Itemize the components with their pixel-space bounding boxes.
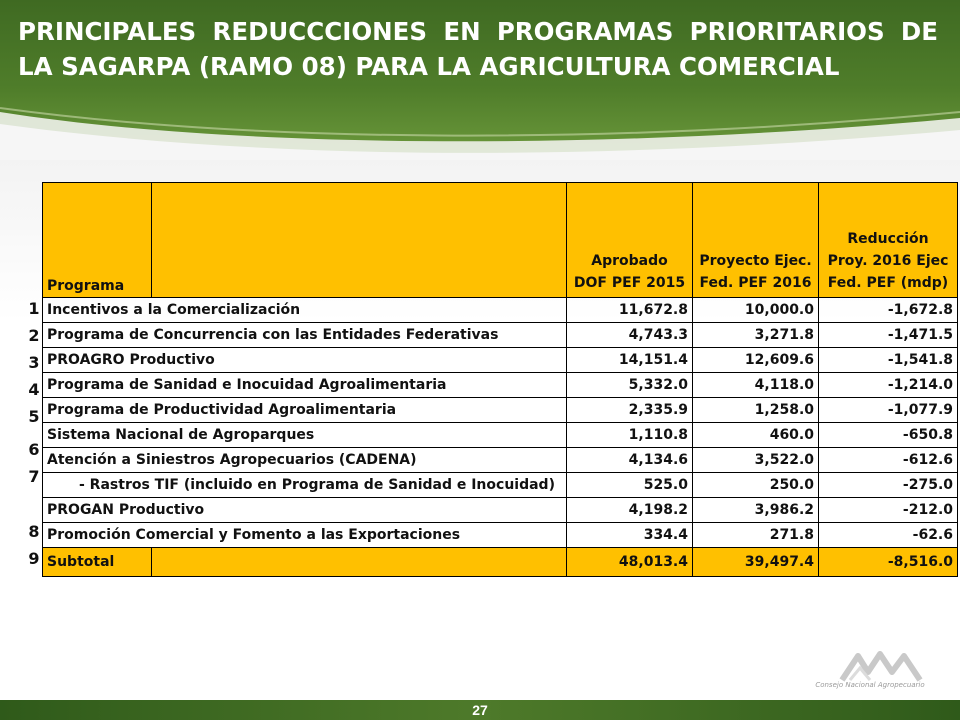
table-row	[43, 473, 958, 498]
slide-title: PRINCIPALES REDUCCCIONES EN PROGRAMAS PRIORITARIOS DE LA SAGARPA (RAMO 08) PARA LA AGRICULTURA COMERCIAL	[18, 17, 938, 81]
row-number: 7	[28, 467, 40, 486]
row-reduccion: -1,541.8	[819, 348, 958, 373]
row-aprobado: 1,110.8	[567, 423, 693, 448]
row-reduccion: -650.8	[819, 423, 958, 448]
header-aprobado-line1: Aprobado	[591, 253, 668, 269]
row-aprobado: 4,743.3	[567, 323, 693, 348]
header-proyecto-line2: Fed. PEF 2016	[699, 275, 812, 291]
reductions-table	[42, 182, 958, 577]
row-proyecto: 4,118.0	[693, 373, 819, 398]
header-blank	[152, 183, 567, 298]
total-proyecto: 39,497.4	[693, 548, 819, 577]
row-programa: PROAGRO Productivo	[43, 348, 567, 373]
header-reduccion-line3: Fed. PEF (mdp)	[827, 275, 949, 291]
header-aprobado	[567, 183, 693, 298]
row-number: 6	[28, 440, 40, 459]
row-programa: Programa de Concurrencia con las Entidades Federativas	[43, 323, 567, 348]
row-aprobado: 4,134.6	[567, 448, 693, 473]
row-proyecto: 12,609.6	[693, 348, 819, 373]
row-proyecto: 1,258.0	[693, 398, 819, 423]
row-number: 9	[28, 549, 40, 568]
row-number: 8	[28, 522, 40, 541]
row-programa: PROGAN Productivo	[43, 498, 567, 523]
row-programa: Programa de Productividad Agroalimentaria	[43, 398, 567, 423]
table-row	[43, 323, 958, 348]
row-proyecto: 460.0	[693, 423, 819, 448]
row-proyecto: 271.8	[693, 523, 819, 548]
total-aprobado: 48,013.4	[567, 548, 693, 577]
row-aprobado: 14,151.4	[567, 348, 693, 373]
table-row	[43, 373, 958, 398]
table-row	[43, 298, 958, 323]
header-reduccion-line2: Proy. 2016 Ejec	[827, 253, 949, 269]
row-aprobado: 334.4	[567, 523, 693, 548]
row-programa: Incentivos a la Comercialización	[43, 298, 567, 323]
table-row	[43, 448, 958, 473]
row-reduccion: -612.6	[819, 448, 958, 473]
total-blank	[152, 548, 567, 577]
logo-caption: Consejo Nacional Agropecuario	[815, 681, 925, 689]
table-row	[43, 523, 958, 548]
table-row	[43, 398, 958, 423]
row-proyecto: 3,271.8	[693, 323, 819, 348]
row-programa-sub: - Rastros TIF (incluido en Programa de Sanidad e Inocuidad)	[43, 473, 567, 498]
row-aprobado: 11,672.8	[567, 298, 693, 323]
row-reduccion: -212.0	[819, 498, 958, 523]
header-proyecto-line1: Proyecto Ejec.	[699, 253, 812, 269]
row-aprobado: 4,198.2	[567, 498, 693, 523]
row-programa: Sistema Nacional de Agroparques	[43, 423, 567, 448]
row-proyecto: 3,522.0	[693, 448, 819, 473]
header-aprobado-line2: DOF PEF 2015	[573, 275, 686, 291]
total-label: Subtotal	[43, 548, 152, 577]
row-programa: Atención a Siniestros Agropecuarios (CADENA)	[43, 448, 567, 473]
row-proyecto: 250.0	[693, 473, 819, 498]
row-number: 2	[28, 326, 40, 345]
table-row	[43, 498, 958, 523]
row-reduccion: -1,672.8	[819, 298, 958, 323]
row-programa: Programa de Sanidad e Inocuidad Agroalimentaria	[43, 373, 567, 398]
row-aprobado: 5,332.0	[567, 373, 693, 398]
row-number: 1	[28, 299, 40, 318]
total-reduccion: -8,516.0	[819, 548, 958, 577]
row-reduccion: -275.0	[819, 473, 958, 498]
header-proyecto	[693, 183, 819, 298]
table-row	[43, 348, 958, 373]
row-reduccion: -62.6	[819, 523, 958, 548]
row-number: 4	[28, 380, 40, 399]
row-programa: Promoción Comercial y Fomento a las Exportaciones	[43, 523, 567, 548]
row-aprobado: 525.0	[567, 473, 693, 498]
row-reduccion: -1,077.9	[819, 398, 958, 423]
page-number: 27	[472, 702, 488, 718]
row-aprobado: 2,335.9	[567, 398, 693, 423]
header-programa: Programa	[43, 183, 152, 298]
header-reduccion-line1: Reducción	[847, 231, 929, 247]
row-proyecto: 3,986.2	[693, 498, 819, 523]
row-reduccion: -1,471.5	[819, 323, 958, 348]
header-reduccion	[819, 183, 958, 298]
table-row	[43, 423, 958, 448]
table-header-row	[43, 183, 958, 298]
table-total-row	[43, 548, 958, 577]
row-number: 5	[28, 407, 40, 426]
row-reduccion: -1,214.0	[819, 373, 958, 398]
row-proyecto: 10,000.0	[693, 298, 819, 323]
row-number: 3	[28, 353, 40, 372]
